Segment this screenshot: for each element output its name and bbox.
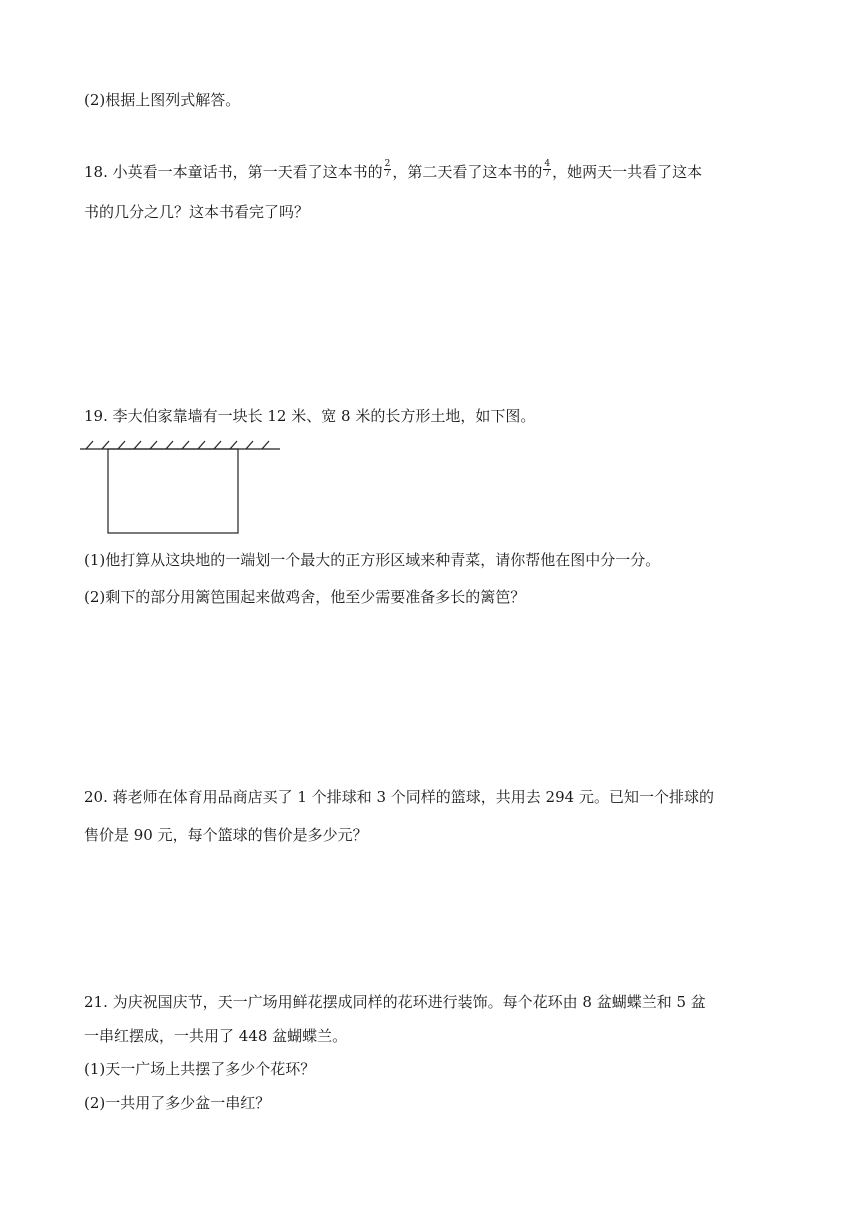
q19-part2: (2)剩下的部分用篱笆围起来做鸡舍，他至少需要准备多长的篱笆？: [84, 588, 526, 606]
q18-line1: [84, 158, 703, 183]
q17-part2: (2)根据上图列式解答。: [84, 91, 241, 109]
q21-line2: 一串红摆成，一共用了 448 盆蝴蝶兰。: [84, 1027, 348, 1045]
q19-line1: 19. 李大伯家靠墙有一块长 12 米、宽 8 米的长方形土地，如下图。: [84, 407, 536, 425]
q20-line2: 售价是 90 元，每个篮球的售价是多少元？: [84, 826, 368, 844]
fraction-four-sevenths: $\frac{4}{7}$: [544, 158, 551, 179]
q21-part1: (1)天一广场上共摆了多少个花环？: [84, 1060, 316, 1078]
land-rectangle: [108, 449, 238, 533]
wall-hatching: [86, 441, 269, 449]
wall-rectangle-diagram: [80, 438, 285, 538]
q21-line1: 21. 为庆祝国庆节，天一广场用鲜花摆成同样的花环进行装饰。每个花环由 8 盆蝴蝶兰和 5 盆: [84, 993, 706, 1011]
fraction-two-sevenths: $\frac{2}{7}$: [384, 158, 391, 179]
q18-text-c: ，她两天一共看了这本: [552, 163, 703, 181]
q19-part1: (1)他打算从这块地的一端划一个最大的正方形区域来种青菜，请你帮他在图中分一分。: [84, 551, 661, 569]
q20-line1: 20. 蒋老师在体育用品商店买了 1 个排球和 3 个同样的篮球，共用去 294 元。已知一个排球的: [84, 788, 714, 806]
q18-text-a: 18. 小英看一本童话书，第一天看了这本书的: [84, 163, 383, 181]
q18-text-b: ，第二天看了这本书的: [392, 163, 543, 181]
q18-line2: 书的几分之几？这本书看完了吗？: [84, 203, 310, 221]
q21-part2: (2)一共用了多少盆一串红？: [84, 1094, 271, 1112]
